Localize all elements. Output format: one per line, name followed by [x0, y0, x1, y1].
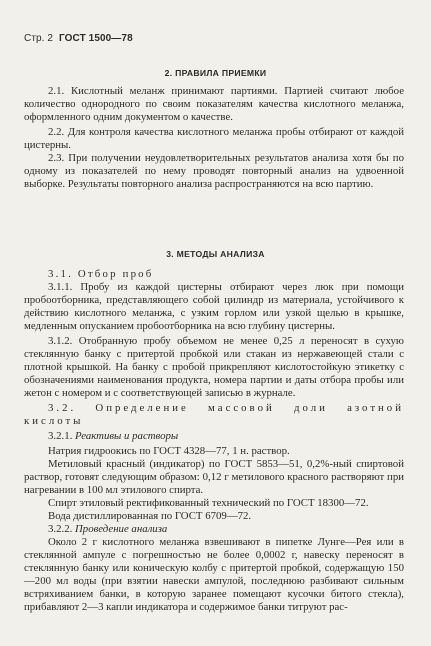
page-number: Стр. 2: [24, 33, 54, 44]
heading-3-2: 3.2. Определение массовой доли азотной кислоты: [24, 402, 404, 427]
analysis-methods-body: [24, 268, 404, 614]
heading-3-2-1: [24, 430, 404, 443]
paragraph-2-3: 2.3. При получении неудовлетворительных результатов анализа хотя бы по одному из показателей по нему проводят повторный анализ на удвоенной выборке. Результаты повторного анализа распространяются на всю партию.: [24, 152, 404, 190]
reagent-distilled-water: Вода дистиллированная по ГОСТ 6709—72.: [48, 510, 252, 522]
paragraph-2-1: 2.1. Кислотный меланж принимают партиями. Партией считают любое количество однородного по своим показателям качества кислотного меланжа, оформленного одним документом о качестве.: [24, 85, 404, 123]
heading-3-2-2-title: Проведение анализа: [75, 523, 168, 535]
paragraph-2-2: 2.2. Для контроля качества кислотного меланжа пробы отбирают от каждой цистерны.: [24, 126, 404, 151]
heading-3-2-1-number: 3.2.1.: [48, 430, 73, 442]
section-title-methods: 3. МЕТОДЫ АНАЛИЗА: [166, 249, 265, 259]
paragraph-3-1-2: 3.1.2. Отобранную пробу объемом не менее 0,25 л переносят в сухую стеклянную банку с притертой пробкой или стакан из нержавеющей стали с плотной крышкой. На банку с пробой прикрепляют кислотостойкую этикетку с обозначениями наименования продукта, номера партии и даты отбора пробы или жетон с номером и с соответствующей записью в журнале.: [24, 335, 404, 399]
acceptance-rules-body: [24, 85, 404, 191]
paragraph-3-1-1: 3.1.1. Пробу из каждой цистерны отбирают через люк при помощи пробоотборника, представляющего собой цилиндр из материала, устойчивого к действию кислотного меланжа, с узким горлом или узкой щелью в крышке, медленным опусканием пробоотборника на всю глубину цистерны.: [24, 281, 404, 332]
paragraph-3-2-2: Около 2 г кислотного меланжа взвешивают в пипетке Лунге—Рея или в стеклянной ампуле с погрешностью не более 0,0002 г, навеску переносят в стеклянную банку или коническую колбу с притертой пробкой, содержащую 150—200 мл воды (при взятии навески ампулой, последнюю разбивают сильным встряхиванием банки, в которую заранее помещают кусочки битого стекла), прибавляют 2—3 капли индикатора и содержимое банки титруют рас-: [24, 536, 404, 613]
heading-3-2-2-number: 3.2.2.: [48, 523, 73, 535]
heading-3-2-2: [24, 523, 404, 536]
reagent-ethyl-alcohol: Спирт этиловый ректификованный технический по ГОСТ 18300—72.: [48, 497, 369, 509]
reagent-sodium-hydroxide: Натрия гидроокись по ГОСТ 4328—77, 1 н. раствор.: [48, 445, 290, 457]
page-header: [24, 33, 133, 44]
heading-3-1: 3.1. Отбор проб: [48, 268, 154, 280]
standard-code: ГОСТ 1500—78: [58, 33, 133, 44]
reagent-methyl-red: Метиловый красный (индикатор) по ГОСТ 5853—51, 0,2%-ный спиртовой раствор, готовят следующим образом: 0,12 г метилового красного растворяют при нагревании в 100 мл этилового спирта.: [24, 458, 404, 496]
section-title-acceptance: 2. ПРАВИЛА ПРИЕМКИ: [164, 68, 267, 78]
heading-3-2-1-title: Реактивы и растворы: [75, 430, 179, 442]
